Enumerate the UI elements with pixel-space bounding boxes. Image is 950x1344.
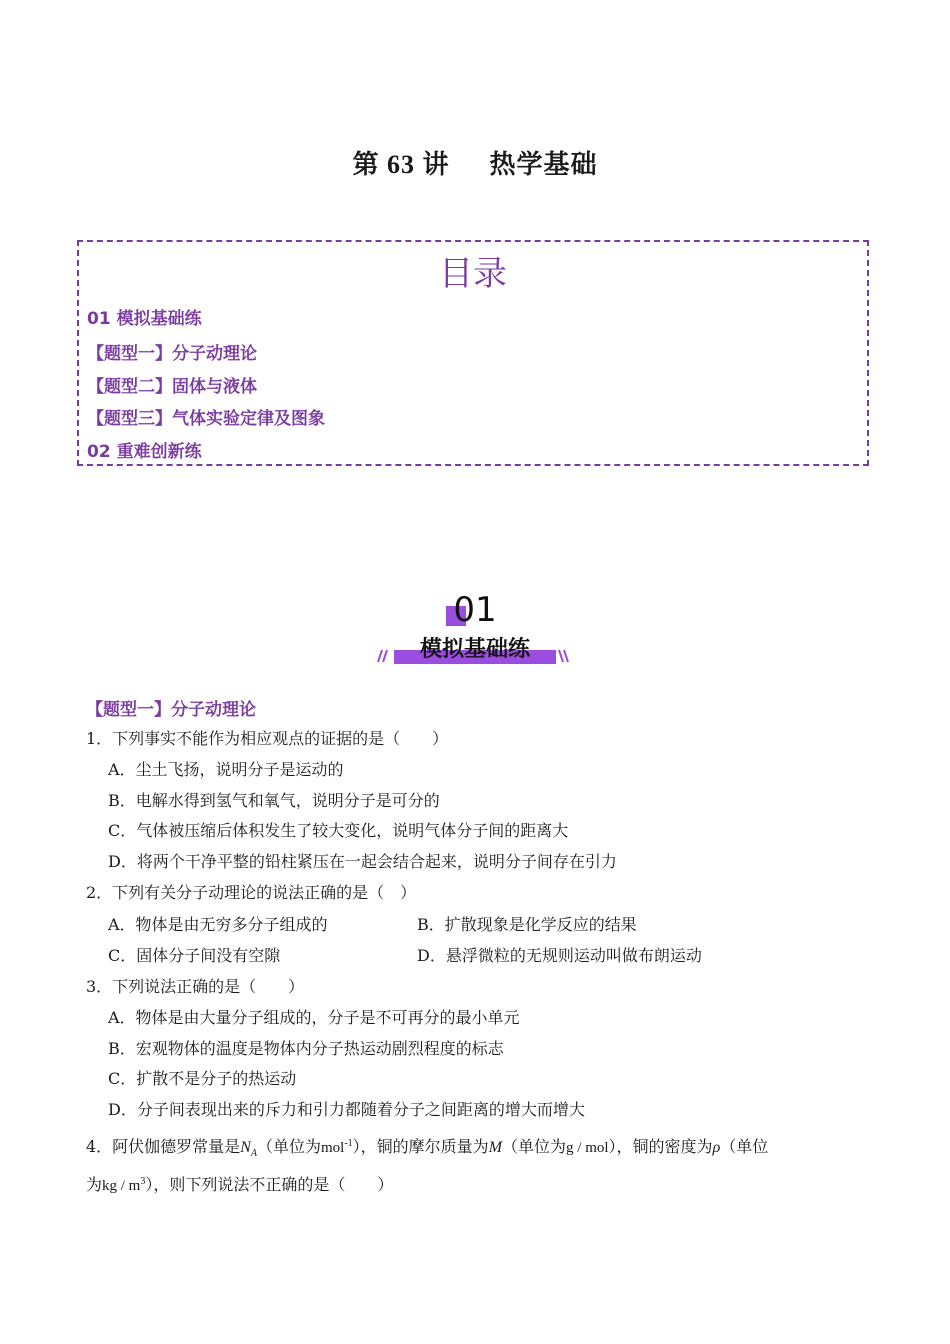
q2-option-a: A．物体是由无穷多分子组成的 xyxy=(108,915,328,934)
molar-mass-symbol: M xyxy=(488,1139,503,1156)
section-badge xyxy=(375,588,575,668)
q3-option-c: C．扩散不是分子的热运动 xyxy=(108,1069,297,1088)
unit-g-per-mol: g / mol xyxy=(566,1140,609,1156)
unit-kg-per-m3: kg / $m^3$ xyxy=(102,1176,146,1194)
unit-per-mol: mol$^{-1}$ xyxy=(320,1138,353,1156)
q1-option-c: C．气体被压缩后体积发生了较大变化，说明气体分子间的距离大 xyxy=(108,821,569,840)
q2-option-d: D．悬浮微粒的无规则运动叫做布朗运动 xyxy=(417,946,702,965)
q3-option-d: D．分子间表现出来的斥力和引力都随着分子之间距离的增大而增大 xyxy=(108,1100,585,1119)
toc-item-advanced-practice[interactable]: 02 重难创新练 xyxy=(87,442,202,462)
q3-stem: 3．下列说法正确的是（ ） xyxy=(86,977,305,996)
lecture-number: 第 63 讲 xyxy=(352,150,450,179)
q4-stem-line2: 为kg / $m^3$），则下列说法不正确的是（ ） xyxy=(86,1175,394,1194)
density-symbol: ρ xyxy=(712,1139,721,1156)
section-name: 模拟基础练 xyxy=(419,637,530,662)
toc-item-type2[interactable]: 【题型二】固体与液体 xyxy=(87,377,257,397)
page-title xyxy=(0,144,950,181)
toc-item-type3[interactable]: 【题型三】气体实验定律及图象 xyxy=(87,409,325,429)
q4-stem-line1: 4．阿伏伽德罗常量是$N_A$（单位为mol$^{-1}$），铜的摩尔质量为M（单位为g / mol），铜的密度为ρ（单位 xyxy=(86,1137,769,1160)
q2-stem: 2．下列有关分子动理论的说法正确的是（ ） xyxy=(86,883,417,902)
question-type-heading: 【题型一】分子动理论 xyxy=(86,700,256,720)
toc-item-type1[interactable]: 【题型一】分子动理论 xyxy=(87,344,257,364)
q1-option-b: B．电解水得到氢气和氧气，说明分子是可分的 xyxy=(108,791,440,810)
lecture-topic: 热学基础 xyxy=(489,150,598,179)
q2-option-c: C．固体分子间没有空隙 xyxy=(108,946,281,965)
q1-option-d: D．将两个干净平整的铅柱紧压在一起会结合起来，说明分子间存在引力 xyxy=(108,852,617,871)
toc-heading: 目录 xyxy=(439,254,507,294)
table-of-contents xyxy=(77,240,869,466)
q1-stem: 1．下列事实不能作为相应观点的证据的是（ ） xyxy=(86,729,449,748)
q3-option-a: A．物体是由大量分子组成的，分子是不可再分的最小单元 xyxy=(108,1008,520,1027)
q3-option-b: B．宏观物体的温度是物体内分子热运动剧烈程度的标志 xyxy=(108,1039,504,1058)
section-number: 01 xyxy=(453,590,497,630)
avogadro-symbol: $N_A$ xyxy=(240,1139,257,1160)
toc-item-basic-practice[interactable]: 01 模拟基础练 xyxy=(87,309,202,329)
q1-option-a: A．尘土飞扬，说明分子是运动的 xyxy=(108,760,344,779)
q2-option-b: B．扩散现象是化学反应的结果 xyxy=(417,915,637,934)
